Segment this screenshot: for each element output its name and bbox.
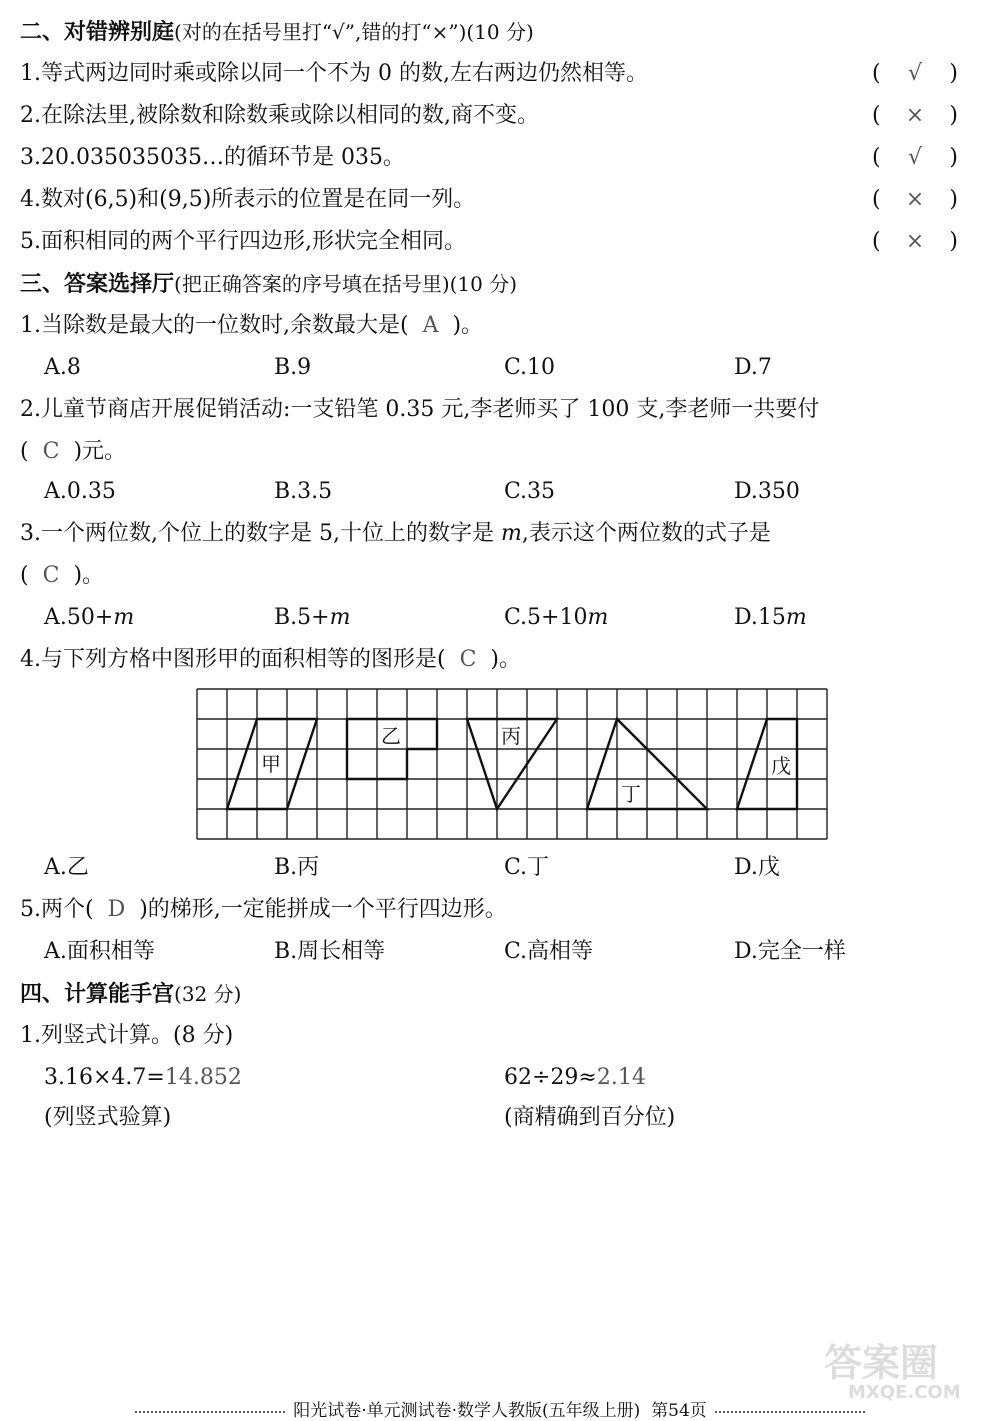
label-wu: 戊	[771, 754, 791, 778]
option: B.周长相等	[274, 939, 386, 964]
question-text: )。	[452, 313, 484, 338]
calc-answer: 14.852	[164, 1065, 242, 1090]
watermark-logo	[818, 1336, 988, 1402]
mc-answer: D	[107, 897, 126, 922]
calc-answer: 2.14	[596, 1065, 646, 1090]
option: A.8	[44, 355, 81, 380]
section3-heading	[20, 268, 980, 300]
tf-item-text: 3.20.035035035…的循环节是 035。	[20, 145, 405, 170]
question-text: 5.两个(	[20, 897, 94, 922]
option: B.5+m	[274, 605, 351, 630]
mc-answer: C	[42, 439, 60, 464]
tf-answer: ×	[905, 187, 925, 212]
section4-note: (32 分)	[174, 982, 242, 1006]
mc-question-2-cont	[20, 436, 980, 468]
section2-title: 二、对错辨别庭	[20, 19, 175, 45]
section4-heading	[20, 978, 980, 1010]
mc-answer: C	[459, 647, 477, 672]
mc-question-1	[20, 310, 980, 342]
question-text: ,表示这个两位数的式子是	[521, 521, 771, 546]
section2-heading	[20, 16, 980, 48]
option: A.0.35	[44, 479, 116, 504]
question-text: )的梯形,一定能拼成一个平行四边形。	[139, 897, 507, 922]
question-text: )。	[73, 563, 105, 588]
option: A.面积相等	[44, 939, 155, 964]
option: C.丁	[504, 855, 550, 880]
tf-answer: √	[907, 61, 923, 86]
section2-note: (对的在括号里打“√”,错的打“×”)(10 分)	[174, 20, 534, 44]
tf-answer-box: ( √ )	[872, 58, 958, 90]
option: B.丙	[274, 855, 320, 880]
question-text: (	[20, 563, 29, 588]
tf-item-2	[20, 100, 980, 132]
svg-text:MXQE.COM: MXQE.COM	[848, 1382, 961, 1402]
tf-answer-box: ( √ )	[872, 142, 958, 174]
label-ding: 丁	[621, 782, 641, 806]
tf-answer-box: ( × )	[872, 226, 958, 258]
tf-item-4	[20, 184, 980, 216]
question-text: )元。	[73, 439, 127, 464]
mc-answer: A	[422, 313, 439, 338]
calc-hint: (列竖式验算)	[44, 1105, 172, 1130]
section3-title: 三、答案选择厅	[20, 271, 175, 297]
tf-item-text: 2.在除法里,被除数和除数乘或除以相同的数,商不变。	[20, 103, 539, 128]
option: C.10	[504, 355, 556, 380]
tf-item-text: 1.等式两边同时乘或除以同一个不为 0 的数,左右两边仍然相等。	[20, 61, 648, 86]
page-footer	[0, 1396, 1000, 1421]
label-yi: 乙	[381, 724, 401, 748]
tf-item-3	[20, 142, 980, 174]
option: A.乙	[44, 855, 89, 880]
section4-title: 四、计算能手宫	[20, 981, 175, 1007]
question-text: 1.当除数是最大的一位数时,余数最大是(	[20, 313, 409, 338]
question-text: 4.与下列方格中图形甲的面积相等的图形是(	[20, 647, 446, 672]
option: B.3.5	[274, 479, 333, 504]
svg-text:答案圈: 答案圈	[824, 1341, 939, 1385]
tf-answer: ×	[905, 229, 925, 254]
section3-note: (把正确答案的序号填在括号里)(10 分)	[174, 272, 518, 296]
calc-1: 3.16×4.7=14.852	[44, 1065, 242, 1090]
option: A.50+m	[44, 605, 135, 630]
footer-text: 阳光试卷·单元测试卷·数学人教版(五年级上册)	[293, 1401, 641, 1421]
tf-answer-box: ( × )	[872, 184, 958, 216]
option: C.35	[504, 479, 556, 504]
option: D.戊	[734, 855, 780, 880]
tf-item-1	[20, 58, 980, 90]
tf-answer: ×	[905, 103, 925, 128]
tf-item-5	[20, 226, 980, 258]
mc-question-4	[20, 644, 980, 676]
question-text: (	[20, 439, 29, 464]
option: C.5+10m	[504, 605, 609, 630]
mc-question-2	[20, 394, 980, 426]
question-text: 2.儿童节商店开展促销活动:一支铅笔 0.35 元,李老师买了 100 支,李老师一共要付	[20, 397, 820, 422]
option: C.高相等	[504, 939, 594, 964]
tf-answer-box: ( × )	[872, 100, 958, 132]
variable: m	[500, 521, 522, 546]
option: D.完全一样	[734, 939, 846, 964]
mc-question-3-cont	[20, 560, 980, 592]
option: D.15m	[734, 605, 807, 630]
label-bing: 丙	[501, 724, 521, 748]
tf-item-text: 4.数对(6,5)和(9,5)所表示的位置是在同一列。	[20, 187, 476, 212]
calc-subtitle: 1.列竖式计算。(8 分)	[20, 1023, 234, 1048]
calc-2: 62÷29≈2.14	[504, 1065, 646, 1090]
option: D.350	[734, 479, 800, 504]
option: D.7	[734, 355, 772, 380]
question-text: )。	[490, 647, 522, 672]
page-number: 第54页	[651, 1401, 707, 1421]
tf-item-text: 5.面积相同的两个平行四边形,形状完全相同。	[20, 229, 466, 254]
tf-answer: √	[907, 145, 923, 170]
calc-hint: (商精确到百分位)	[504, 1105, 676, 1130]
mc-question-5	[20, 894, 980, 926]
mc-answer: C	[42, 563, 60, 588]
grid-svg	[196, 688, 828, 840]
option: B.9	[274, 355, 312, 380]
mc-question-3	[20, 518, 980, 550]
question-text: 3.一个两位数,个位上的数字是 5,十位上的数字是	[20, 521, 501, 546]
grid-figure	[196, 688, 826, 838]
label-jia: 甲	[261, 752, 281, 776]
